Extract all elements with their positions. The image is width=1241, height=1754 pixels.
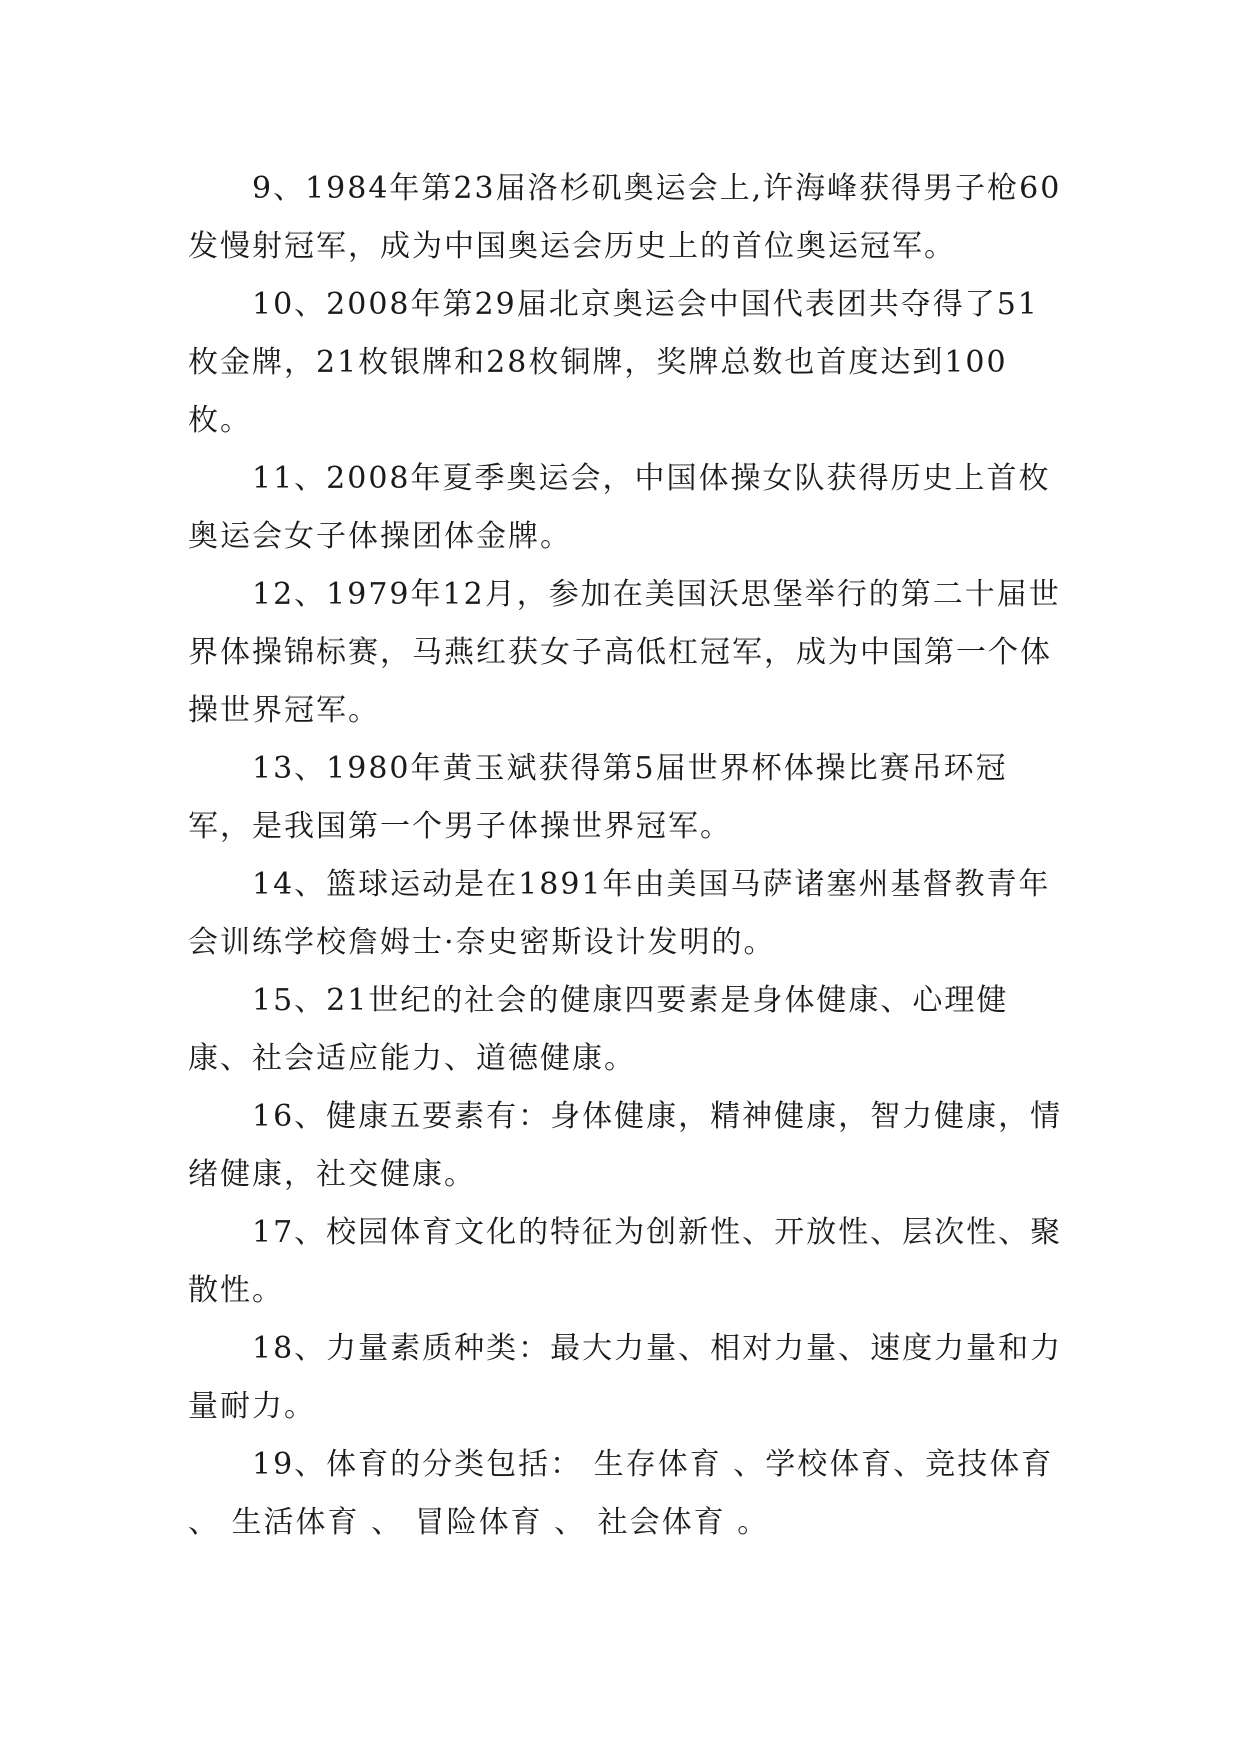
paragraph-item-15: 15、21世纪的社会的健康四要素是身体健康、心理健康、社会适应能力、道德健康。 bbox=[188, 983, 1009, 1076]
document-body bbox=[188, 160, 1068, 1552]
paragraph-item-18: 18、力量素质种类：最大力量、相对力量、速度力量和力量耐力。 bbox=[188, 1331, 1063, 1424]
paragraph-item-13: 13、1980年黄玉斌获得第5届世界杯体操比赛吊环冠军，是我国第一个男子体操世界冠军。 bbox=[188, 751, 1008, 844]
paragraph-item-14: 14、篮球运动是在1891年由美国马萨诸塞州基督教青年会训练学校詹姆士·奈史密斯设计发明的。 bbox=[188, 867, 1051, 960]
paragraph-item-19: 19、体育的分类包括： 生存体育 、学校体育、竞技体育 、 生活体育 、 冒险体育 、 社会体育 。 bbox=[188, 1447, 1065, 1540]
paragraph-item-10: 10、2008年第29届北京奥运会中国代表团共夺得了51枚金牌，21枚银牌和28枚铜牌，奖牌总数也首度达到100枚。 bbox=[188, 287, 1039, 438]
paragraph-item-16: 16、健康五要素有：身体健康，精神健康，智力健康，情绪健康，社交健康。 bbox=[188, 1099, 1063, 1192]
paragraph-item-9: 9、1984年第23届洛杉矶奥运会上,许海峰获得男子枪60发慢射冠军，成为中国奥运会历史上的首位奥运冠军。 bbox=[188, 171, 1062, 264]
paragraph-item-12: 12、1979年12月，参加在美国沃思堡举行的第二十届世界体操锦标赛，马燕红获女子高低杠冠军，成为中国第一个体操世界冠军。 bbox=[188, 577, 1061, 728]
paragraph-item-17: 17、校园体育文化的特征为创新性、开放性、层次性、聚散性。 bbox=[188, 1215, 1063, 1308]
paragraph-item-11: 11、2008年夏季奥运会，中国体操女队获得历史上首枚奥运会女子体操团体金牌。 bbox=[188, 461, 1051, 554]
